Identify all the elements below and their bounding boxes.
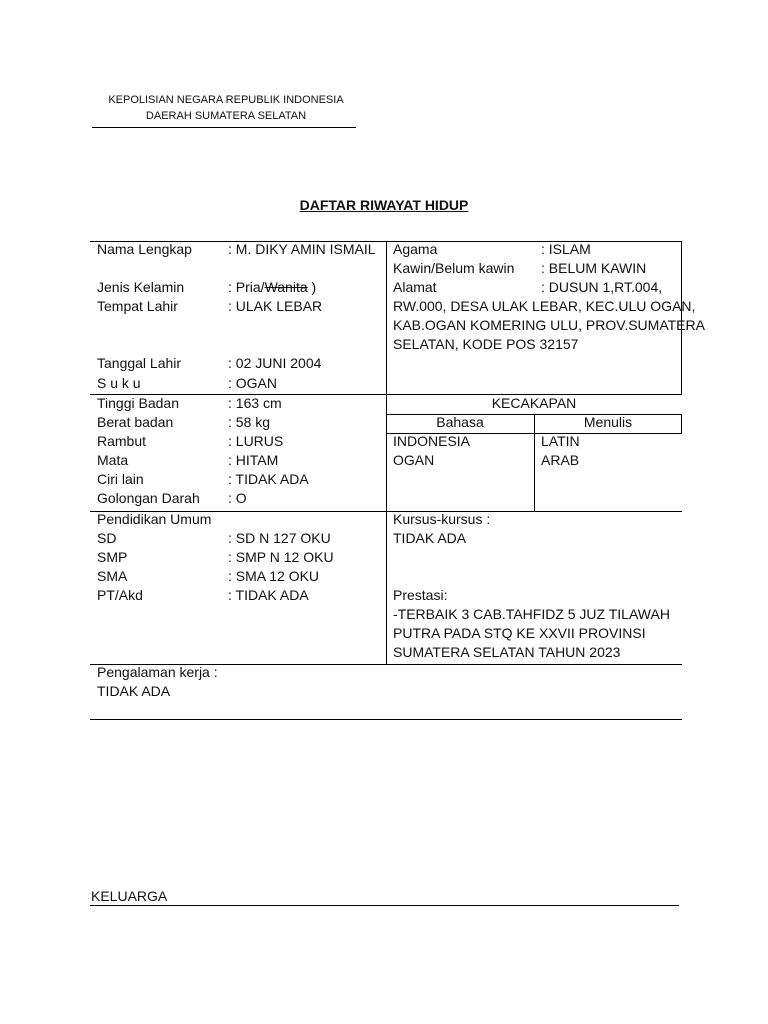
rambut-value: : LURUS xyxy=(228,433,284,449)
jenis-kelamin-label: Jenis Kelamin xyxy=(97,279,185,295)
bahasa-item: OGAN xyxy=(393,452,435,468)
sma-value: : SMA 12 OKU xyxy=(228,568,320,584)
golongan-darah-label: Golongan Darah xyxy=(97,490,200,506)
alamat-label: Alamat xyxy=(393,279,437,295)
suku-label: S u k u xyxy=(97,375,141,391)
berat-label: Berat badan xyxy=(97,414,174,430)
alamat-line-2: RW.000, DESA ULAK LEBAR, KEC.ULU OGAN, xyxy=(393,298,696,314)
mata-label: Mata xyxy=(97,452,129,468)
pendidikan-title: Pendidikan Umum xyxy=(97,511,212,527)
golongan-darah-value: : O xyxy=(228,490,247,506)
kawin-label: Kawin/Belum kawin xyxy=(393,260,515,276)
table-bottom-border xyxy=(90,719,682,720)
kursus-title: Kursus-kursus : xyxy=(393,511,491,527)
jenis-kelamin-value xyxy=(228,278,316,297)
sd-label: SD xyxy=(97,530,117,546)
tanggal-lahir-label: Tanggal Lahir xyxy=(97,355,182,371)
smp-value: : SMP N 12 OKU xyxy=(228,549,334,565)
sma-label: SMA xyxy=(97,568,128,584)
agama-label: Agama xyxy=(393,241,438,257)
rambut-label: Rambut xyxy=(97,433,147,449)
ciri-lain-label: Ciri lain xyxy=(97,471,144,487)
menulis-item: LATIN xyxy=(541,433,580,449)
ciri-lain-value: : TIDAK ADA xyxy=(228,471,309,487)
header-line-1: KEPOLISIAN NEGARA REPUBLIK INDONESIA xyxy=(108,94,344,106)
alamat-line-4: SELATAN, KODE POS 32157 xyxy=(393,336,579,352)
kawin-value: : BELUM KAWIN xyxy=(541,260,647,276)
tempat-lahir-value: : ULAK LEBAR xyxy=(228,298,323,314)
alamat-line-3: KAB.OGAN KOMERING ULU, PROV.SUMATERA xyxy=(393,317,705,333)
header-underline xyxy=(92,127,356,128)
prestasi-title: Prestasi: xyxy=(393,587,448,603)
jenis-kelamin-strike: Wanita xyxy=(264,279,308,295)
pt-label: PT/Akd xyxy=(97,587,143,603)
document-title: DAFTAR RIWAYAT HIDUP xyxy=(299,197,469,213)
menulis-item: ARAB xyxy=(541,452,580,468)
keluarga-underline xyxy=(90,905,679,906)
tempat-lahir-label: Tempat Lahir xyxy=(97,298,178,314)
pengalaman-title: Pengalaman kerja : xyxy=(97,664,218,680)
jenis-kelamin-suffix: ) xyxy=(307,279,317,295)
kecakapan-col-bahasa: Bahasa xyxy=(436,414,484,430)
kursus-value: TIDAK ADA xyxy=(393,530,467,546)
bahasa-item: INDONESIA xyxy=(393,433,471,449)
agama-value: : ISLAM xyxy=(541,241,591,257)
kecakapan-col-menulis: Menulis xyxy=(583,414,633,430)
alamat-value: : DUSUN 1,RT.004, xyxy=(541,279,663,295)
header-line-2: DAERAH SUMATERA SELATAN xyxy=(145,110,307,122)
berat-value: : 58 kg xyxy=(228,414,271,430)
keluarga-title: KELUARGA xyxy=(91,888,168,904)
mata-value: : HITAM xyxy=(228,452,279,468)
sd-value: : SD N 127 OKU xyxy=(228,530,331,546)
table-center-divider xyxy=(386,241,387,664)
jenis-kelamin-prefix: : Pria/ xyxy=(228,279,265,295)
pengalaman-value: TIDAK ADA xyxy=(97,683,171,699)
pt-value: : TIDAK ADA xyxy=(228,587,309,603)
prestasi-line-1: -TERBAIK 3 CAB.TAHFIDZ 5 JUZ TILAWAH xyxy=(393,606,670,622)
prestasi-line-3: SUMATERA SELATAN TAHUN 2023 xyxy=(393,644,621,660)
nama-label: Nama Lengkap xyxy=(97,241,192,257)
nama-value: : M. DIKY AMIN ISMAIL xyxy=(228,241,376,257)
kecakapan-title: KECAKAPAN xyxy=(491,395,577,411)
smp-label: SMP xyxy=(97,549,128,565)
tanggal-lahir-value: : 02 JUNI 2004 xyxy=(228,355,322,371)
tinggi-value: : 163 cm xyxy=(228,395,282,411)
tinggi-label: Tinggi Badan xyxy=(97,395,179,411)
suku-value: : OGAN xyxy=(228,375,278,391)
prestasi-line-2: PUTRA PADA STQ KE XXVII PROVINSI xyxy=(393,625,646,641)
